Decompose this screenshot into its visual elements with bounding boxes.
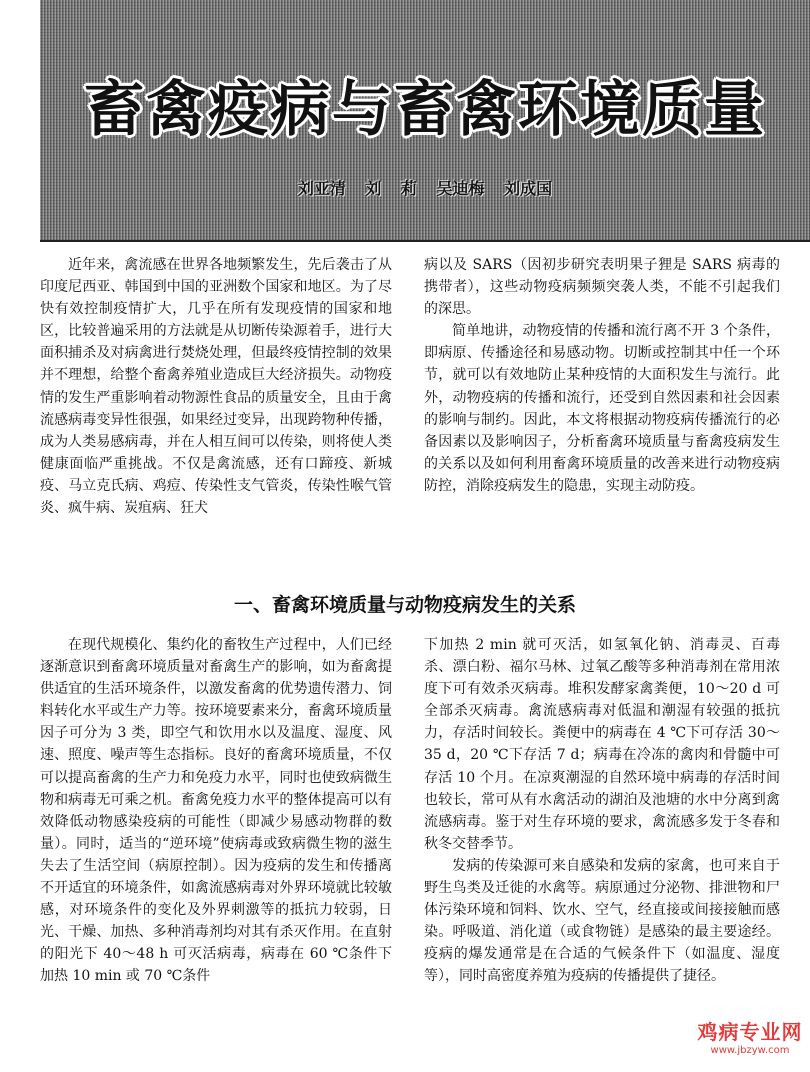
article-authors: 刘亚清 刘 莉 吴迪梅 刘成国 bbox=[297, 179, 553, 198]
watermark-text: 鸡病专业网 bbox=[697, 1020, 803, 1044]
intro-paragraph-2: 简单地讲，动物疫情的传播和流行离不开 3 个条件，即病原、传播途径和易感动物。切断或控制其中任一个环节，就可以有效地防止某种疫情的大面积发生与流行。此外，动物疫病的传播和流行，还受到自然因素和社会因素的影响与制约。因此，本文将根据动物疫病传播流行的必备因素以及影响因子，分析畜禽环境质量与畜禽疫病发生的关系以及如何利用畜禽环境质量的改善来进行动物疫病防控，消除疫病发生的隐患，实现主动防疫。 bbox=[424, 323, 780, 494]
section-heading: 一、畜禽环境质量与动物疫病发生的关系 bbox=[233, 594, 576, 616]
section-paragraph-1: 在现代规模化、集约化的畜牧生产过程中，人们已经逐渐意识到畜禽环境质量对畜禽生产的影响，如为畜禽提供适宜的生活环境条件，以激发畜禽的优势遗传潜力、饲料转化水平或生产力等。按环境要素来分，畜禽环境质量因子可分为 3 类，即空气和饮用水以及温度、湿度、风速、照度、噪声等生态指标。良好的畜禽环境质量，不仅可以提高畜禽的生产力和免疫力水平，同时也使致病微生物和病毒无可乘之机。畜禽免疫力水平的整体提高可以有效降低动物感染疫病的可能性（即减少易感动物群的数量）。同时，适当的“逆环境”使病毒或致病微生物的滋生失去了生活空间（病原控制）。因为疫病的发生和传播离不开适宜的环境条件，如禽流感病毒对外界环境就比较敏感，对环境条件的变化及外界刺激等的抵抗力较弱，日光、干燥、加热、多种消毒剂均对其有杀灭作用。在直射的阳光下 40～48 h 可灭活病毒，病毒在 60 ℃条件下加热 10 min 或 70 ℃条件 bbox=[40, 637, 392, 985]
article-title: 畜禽疫病与畜禽环境质量 bbox=[84, 75, 766, 145]
section-paragraph-1-continued: 下加热 2 min 就可灭活，如氢氧化钠、消毒灵、百毒杀、漂白粉、福尔马林、过氧乙酸等多种消毒剂在常用浓度下可有效杀灭病毒。堆积发酵家禽粪便，10～20 d 可全部杀灭病毒。禽流感病毒对低温和潮湿有较强的抵抗力，存活时间较长。粪便中的病毒在 4 ℃下可存活 30～35 d，20 ℃下存活 7 d；病毒在冷冻的禽肉和骨髓中可存活 10 个月。在凉爽潮湿的自然环境中病毒的存活时间也较长，常可从有水禽活动的湖泊及池塘的水中分离到禽流感病毒。鉴于对生存环境的要求，禽流感多发于冬春和秋冬交替季节。 bbox=[424, 637, 780, 852]
intro-column-left bbox=[40, 254, 392, 519]
section-column-right bbox=[424, 634, 780, 988]
intro-paragraph-1: 近年来，禽流感在世界各地频繁发生，先后袭击了从印度尼西亚、韩国到中国的亚洲数个国家和地区。为了尽快有效控制疫情扩大，几乎在所有发现疫情的国家和地区，比较普遍采用的方法就是从切断传染源着手，进行大面积捕杀及对病禽进行焚烧处理，但最终疫情控制的效果并不理想，给整个畜禽养殖业造成巨大经济损失。动物疫情的发生严重影响着动物源性食品的质量安全，且由于禽流感病毒变异性很强，如果经过变异，出现跨物种传播，成为人类易感病毒，并在人相互间可以传染，则将使人类健康面临严重挑战。不仅是禽流感，还有口蹄疫、新城疫、马立克氏病、鸡痘、传染性支气管炎，传染性喉气管炎、疯牛病、炭疽病、狂犬 bbox=[40, 257, 392, 517]
watermark-url: www.jbzyw.com bbox=[710, 1045, 790, 1056]
intro-paragraph-1-continued: 病以及 SARS（因初步研究表明果子狸是 SARS 病毒的携带者），这些动物疫病频频突袭人类，不能不引起我们的深思。 bbox=[424, 257, 780, 318]
intro-column-right bbox=[424, 254, 780, 497]
section-paragraph-2: 发病的传染源可来自感染和发病的家禽，也可来自于野生鸟类及迁徙的水禽等。病原通过分泌物、排泄物和尸体污染环境和饲料、饮水、空气，经直接或间接接触而感染。呼吸道、消化道（或食物链）是感染的最主要途经。疫病的爆发通常是在合适的气候条件下（如温度、湿度等），同时高密度养殖为疫病的传播提供了捷径。 bbox=[424, 857, 780, 985]
header-banner bbox=[40, 0, 810, 242]
site-watermark bbox=[690, 1016, 810, 1057]
section-column-left bbox=[40, 634, 392, 988]
